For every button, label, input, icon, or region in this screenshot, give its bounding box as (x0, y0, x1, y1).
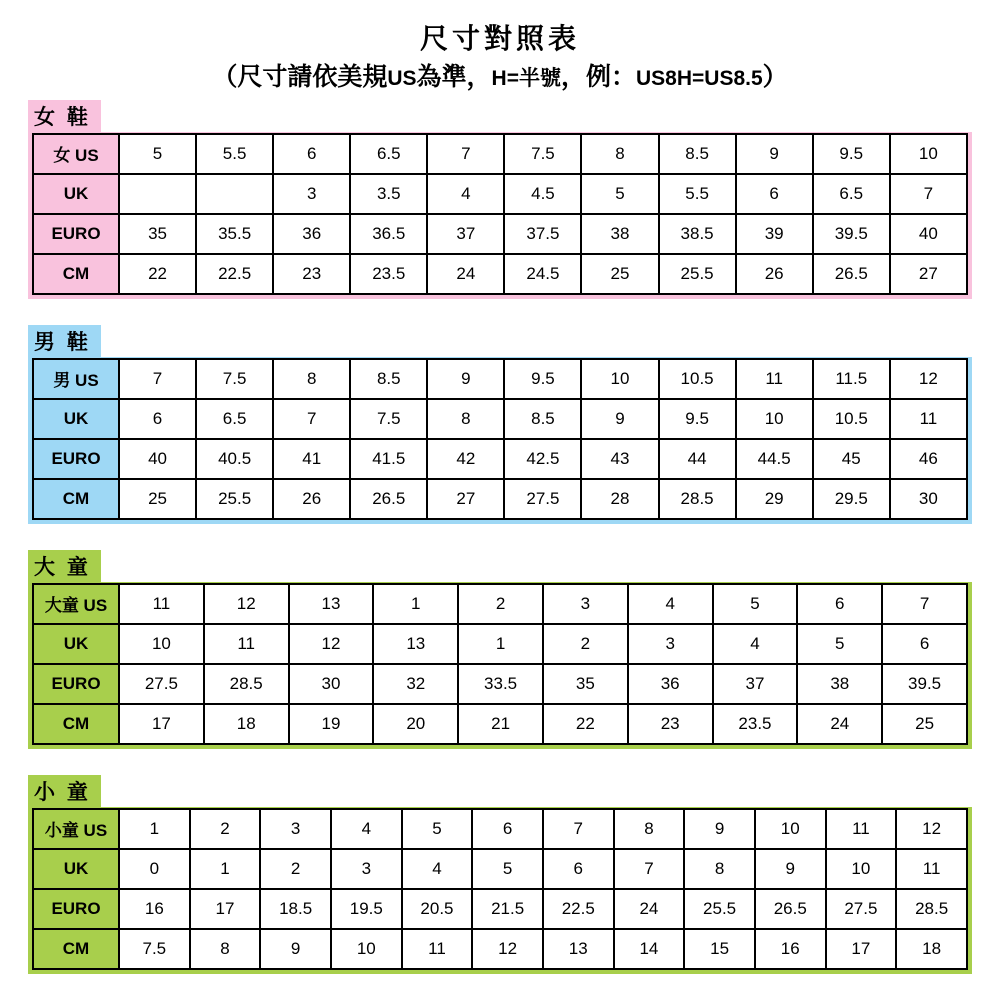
size-cell: 7 (614, 849, 685, 889)
size-cell: 44.5 (736, 439, 813, 479)
size-cell: 4 (713, 624, 798, 664)
size-cell: 18 (204, 704, 289, 744)
size-cell: 12 (204, 584, 289, 624)
row-label: UK (33, 849, 119, 889)
size-cell: 4.5 (504, 174, 581, 214)
size-cell: 7.5 (119, 929, 190, 969)
table-frame-big-kids (28, 582, 972, 749)
size-cell: 4 (402, 849, 473, 889)
section-women (28, 100, 972, 299)
size-cell: 16 (119, 889, 190, 929)
size-cell: 9 (736, 134, 813, 174)
size-cell: 6 (543, 849, 614, 889)
size-cell: 36.5 (350, 214, 427, 254)
size-cell: 16 (755, 929, 826, 969)
size-cell: 9.5 (659, 399, 736, 439)
table-row (33, 704, 967, 744)
size-cell: 38 (797, 664, 882, 704)
size-cell: 17 (119, 704, 204, 744)
size-cell: 10 (826, 849, 897, 889)
table-row (33, 809, 967, 849)
section-tab-men: 男 鞋 (28, 325, 101, 357)
section-tab-big-kids: 大 童 (28, 550, 101, 582)
size-cell: 22 (119, 254, 196, 294)
size-cell: 13 (373, 624, 458, 664)
size-cell: 0 (119, 849, 190, 889)
row-label: UK (33, 624, 119, 664)
size-cell: 8.5 (504, 399, 581, 439)
size-cell: 9.5 (504, 359, 581, 399)
size-cell: 8 (581, 134, 658, 174)
size-cell: 27 (427, 479, 504, 519)
table-row (33, 889, 967, 929)
subtitle-h: H=半號 (491, 66, 561, 90)
table-frame-men (28, 357, 972, 524)
size-cell: 25 (882, 704, 967, 744)
size-cell: 43 (581, 439, 658, 479)
size-cell: 12 (890, 359, 967, 399)
size-cell: 23.5 (713, 704, 798, 744)
size-cell: 23.5 (350, 254, 427, 294)
table-row (33, 214, 967, 254)
row-label: 小童 US (33, 809, 119, 849)
section-tab-little-kids: 小 童 (28, 775, 101, 807)
size-cell: 5.5 (196, 134, 273, 174)
size-cell: 5.5 (659, 174, 736, 214)
size-cell: 6.5 (196, 399, 273, 439)
size-cell: 6 (273, 134, 350, 174)
size-cell: 7 (543, 809, 614, 849)
size-cell: 3 (543, 584, 628, 624)
size-cell: 37 (713, 664, 798, 704)
size-cell: 11 (204, 624, 289, 664)
size-cell: 25 (581, 254, 658, 294)
size-cell: 5 (797, 624, 882, 664)
row-label: EURO (33, 214, 119, 254)
table-frame-little-kids (28, 807, 972, 974)
size-cell: 42.5 (504, 439, 581, 479)
size-table-men (32, 358, 968, 520)
row-label: 大童 US (33, 584, 119, 624)
size-cell: 28.5 (896, 889, 967, 929)
size-cell: 10.5 (813, 399, 890, 439)
table-row (33, 439, 967, 479)
size-cell: 13 (289, 584, 374, 624)
size-cell: 19 (289, 704, 374, 744)
size-cell: 1 (190, 849, 261, 889)
size-cell: 1 (119, 809, 190, 849)
size-cell: 1 (373, 584, 458, 624)
row-label: UK (33, 174, 119, 214)
size-cell: 8 (614, 809, 685, 849)
size-cell: 19.5 (331, 889, 402, 929)
size-cell: 7 (882, 584, 967, 624)
section-little-kids (28, 775, 972, 974)
size-cell: 3 (273, 174, 350, 214)
size-cell: 24 (427, 254, 504, 294)
size-cell: 11 (890, 399, 967, 439)
size-cell: 32 (373, 664, 458, 704)
size-cell: 10 (736, 399, 813, 439)
size-cell: 9 (427, 359, 504, 399)
row-label: EURO (33, 439, 119, 479)
size-table-big-kids (32, 583, 968, 745)
size-table-women (32, 133, 968, 295)
size-cell: 21 (458, 704, 543, 744)
size-cell: 38 (581, 214, 658, 254)
size-cell: 9 (755, 849, 826, 889)
table-row (33, 479, 967, 519)
size-cell: 10 (890, 134, 967, 174)
size-cell: 29.5 (813, 479, 890, 519)
size-cell: 26.5 (813, 254, 890, 294)
size-cell: 3 (260, 809, 331, 849)
size-cell: 7 (427, 134, 504, 174)
size-cell: 7 (119, 359, 196, 399)
size-cell: 5 (472, 849, 543, 889)
size-cell: 10 (119, 624, 204, 664)
row-label: CM (33, 254, 119, 294)
size-cell: 7.5 (504, 134, 581, 174)
page-subtitle (0, 62, 1000, 92)
size-cell: 25.5 (684, 889, 755, 929)
table-row (33, 849, 967, 889)
table-row (33, 624, 967, 664)
size-cell: 18 (896, 929, 967, 969)
size-cell (119, 174, 196, 214)
size-cell: 29 (736, 479, 813, 519)
size-cell: 40.5 (196, 439, 273, 479)
size-cell: 1 (458, 624, 543, 664)
size-cell: 8.5 (659, 134, 736, 174)
table-row (33, 134, 967, 174)
table-frame-women (28, 132, 972, 299)
size-cell: 6 (119, 399, 196, 439)
size-cell: 15 (684, 929, 755, 969)
table-row (33, 174, 967, 214)
size-cell: 5 (402, 809, 473, 849)
page-title: 尺寸對照表 (419, 23, 580, 54)
row-label: CM (33, 929, 119, 969)
size-cell: 37 (427, 214, 504, 254)
subtitle-mid: 為準， (416, 62, 492, 91)
size-cell: 5 (119, 134, 196, 174)
size-cell: 14 (614, 929, 685, 969)
size-cell: 8 (190, 929, 261, 969)
size-cell: 22.5 (196, 254, 273, 294)
size-cell: 10 (581, 359, 658, 399)
size-cell: 25.5 (196, 479, 273, 519)
section-men (28, 325, 972, 524)
size-cell: 11.5 (813, 359, 890, 399)
size-cell: 44 (659, 439, 736, 479)
size-cell: 9 (581, 399, 658, 439)
size-cell: 27 (890, 254, 967, 294)
size-cell: 26 (273, 479, 350, 519)
size-cell: 12 (896, 809, 967, 849)
size-cell: 24 (797, 704, 882, 744)
row-label: CM (33, 479, 119, 519)
sections-container (0, 100, 1000, 974)
size-cell: 8 (273, 359, 350, 399)
size-cell: 27.5 (119, 664, 204, 704)
size-cell: 17 (190, 889, 261, 929)
size-cell: 12 (472, 929, 543, 969)
size-cell: 46 (890, 439, 967, 479)
row-label: EURO (33, 889, 119, 929)
size-cell: 35.5 (196, 214, 273, 254)
size-cell: 26.5 (755, 889, 826, 929)
table-row (33, 664, 967, 704)
size-cell: 39.5 (882, 664, 967, 704)
size-cell: 40 (119, 439, 196, 479)
row-label: EURO (33, 664, 119, 704)
section-big-kids (28, 550, 972, 749)
size-cell: 26 (736, 254, 813, 294)
size-cell: 11 (736, 359, 813, 399)
size-cell: 11 (119, 584, 204, 624)
size-cell: 3.5 (350, 174, 427, 214)
size-cell: 10 (755, 809, 826, 849)
size-cell: 30 (890, 479, 967, 519)
size-cell: 25 (119, 479, 196, 519)
size-cell: 21.5 (472, 889, 543, 929)
size-cell: 10 (331, 929, 402, 969)
subtitle-example: US8H=US8.5 (636, 66, 763, 90)
size-cell: 3 (628, 624, 713, 664)
size-cell: 2 (543, 624, 628, 664)
size-cell: 26.5 (350, 479, 427, 519)
size-cell: 37.5 (504, 214, 581, 254)
size-cell: 9.5 (813, 134, 890, 174)
size-cell: 28.5 (204, 664, 289, 704)
size-cell: 24.5 (504, 254, 581, 294)
table-row (33, 359, 967, 399)
size-cell: 9 (260, 929, 331, 969)
row-label: 男 US (33, 359, 119, 399)
size-cell: 36 (273, 214, 350, 254)
size-cell: 6.5 (350, 134, 427, 174)
size-cell: 6 (472, 809, 543, 849)
size-cell: 36 (628, 664, 713, 704)
section-tab-women: 女 鞋 (28, 100, 101, 132)
size-cell: 35 (543, 664, 628, 704)
size-cell: 24 (614, 889, 685, 929)
size-cell: 27.5 (826, 889, 897, 929)
size-cell: 7 (890, 174, 967, 214)
subtitle-suffix: ） (762, 62, 788, 91)
size-cell: 8 (427, 399, 504, 439)
size-cell: 40 (890, 214, 967, 254)
table-row (33, 584, 967, 624)
row-label: 女 US (33, 134, 119, 174)
size-cell: 22.5 (543, 889, 614, 929)
size-cell: 6 (882, 624, 967, 664)
size-cell: 23 (273, 254, 350, 294)
size-cell: 9 (684, 809, 755, 849)
size-cell: 41 (273, 439, 350, 479)
size-cell: 2 (458, 584, 543, 624)
size-cell: 11 (826, 809, 897, 849)
size-cell: 11 (402, 929, 473, 969)
size-cell: 13 (543, 929, 614, 969)
size-cell: 8.5 (350, 359, 427, 399)
size-cell: 8 (684, 849, 755, 889)
table-row (33, 254, 967, 294)
size-cell: 4 (427, 174, 504, 214)
subtitle-comma: ，例： (560, 62, 636, 91)
size-cell: 6 (736, 174, 813, 214)
size-cell: 27.5 (504, 479, 581, 519)
row-label: UK (33, 399, 119, 439)
size-cell: 42 (427, 439, 504, 479)
size-cell: 30 (289, 664, 374, 704)
size-cell: 4 (331, 809, 402, 849)
size-cell: 33.5 (458, 664, 543, 704)
size-cell: 39 (736, 214, 813, 254)
subtitle-us: US (387, 66, 417, 90)
row-label: CM (33, 704, 119, 744)
size-cell: 6 (797, 584, 882, 624)
size-cell: 11 (896, 849, 967, 889)
size-cell: 10.5 (659, 359, 736, 399)
size-cell: 2 (260, 849, 331, 889)
subtitle-prefix: （尺寸請依美規 (212, 62, 388, 91)
size-cell: 41.5 (350, 439, 427, 479)
size-cell: 17 (826, 929, 897, 969)
size-cell: 20.5 (402, 889, 473, 929)
table-row (33, 929, 967, 969)
size-cell: 5 (713, 584, 798, 624)
size-cell: 20 (373, 704, 458, 744)
size-cell: 2 (190, 809, 261, 849)
size-cell: 12 (289, 624, 374, 664)
size-cell: 3 (331, 849, 402, 889)
size-cell: 5 (581, 174, 658, 214)
size-cell: 22 (543, 704, 628, 744)
size-cell: 6.5 (813, 174, 890, 214)
size-cell: 7.5 (350, 399, 427, 439)
size-cell (196, 174, 273, 214)
size-cell: 38.5 (659, 214, 736, 254)
size-cell: 7.5 (196, 359, 273, 399)
size-cell: 28.5 (659, 479, 736, 519)
size-cell: 23 (628, 704, 713, 744)
size-cell: 45 (813, 439, 890, 479)
size-cell: 7 (273, 399, 350, 439)
table-row (33, 399, 967, 439)
size-cell: 39.5 (813, 214, 890, 254)
size-cell: 4 (628, 584, 713, 624)
size-cell: 18.5 (260, 889, 331, 929)
size-cell: 28 (581, 479, 658, 519)
size-table-little-kids (32, 808, 968, 970)
size-cell: 35 (119, 214, 196, 254)
size-cell: 25.5 (659, 254, 736, 294)
